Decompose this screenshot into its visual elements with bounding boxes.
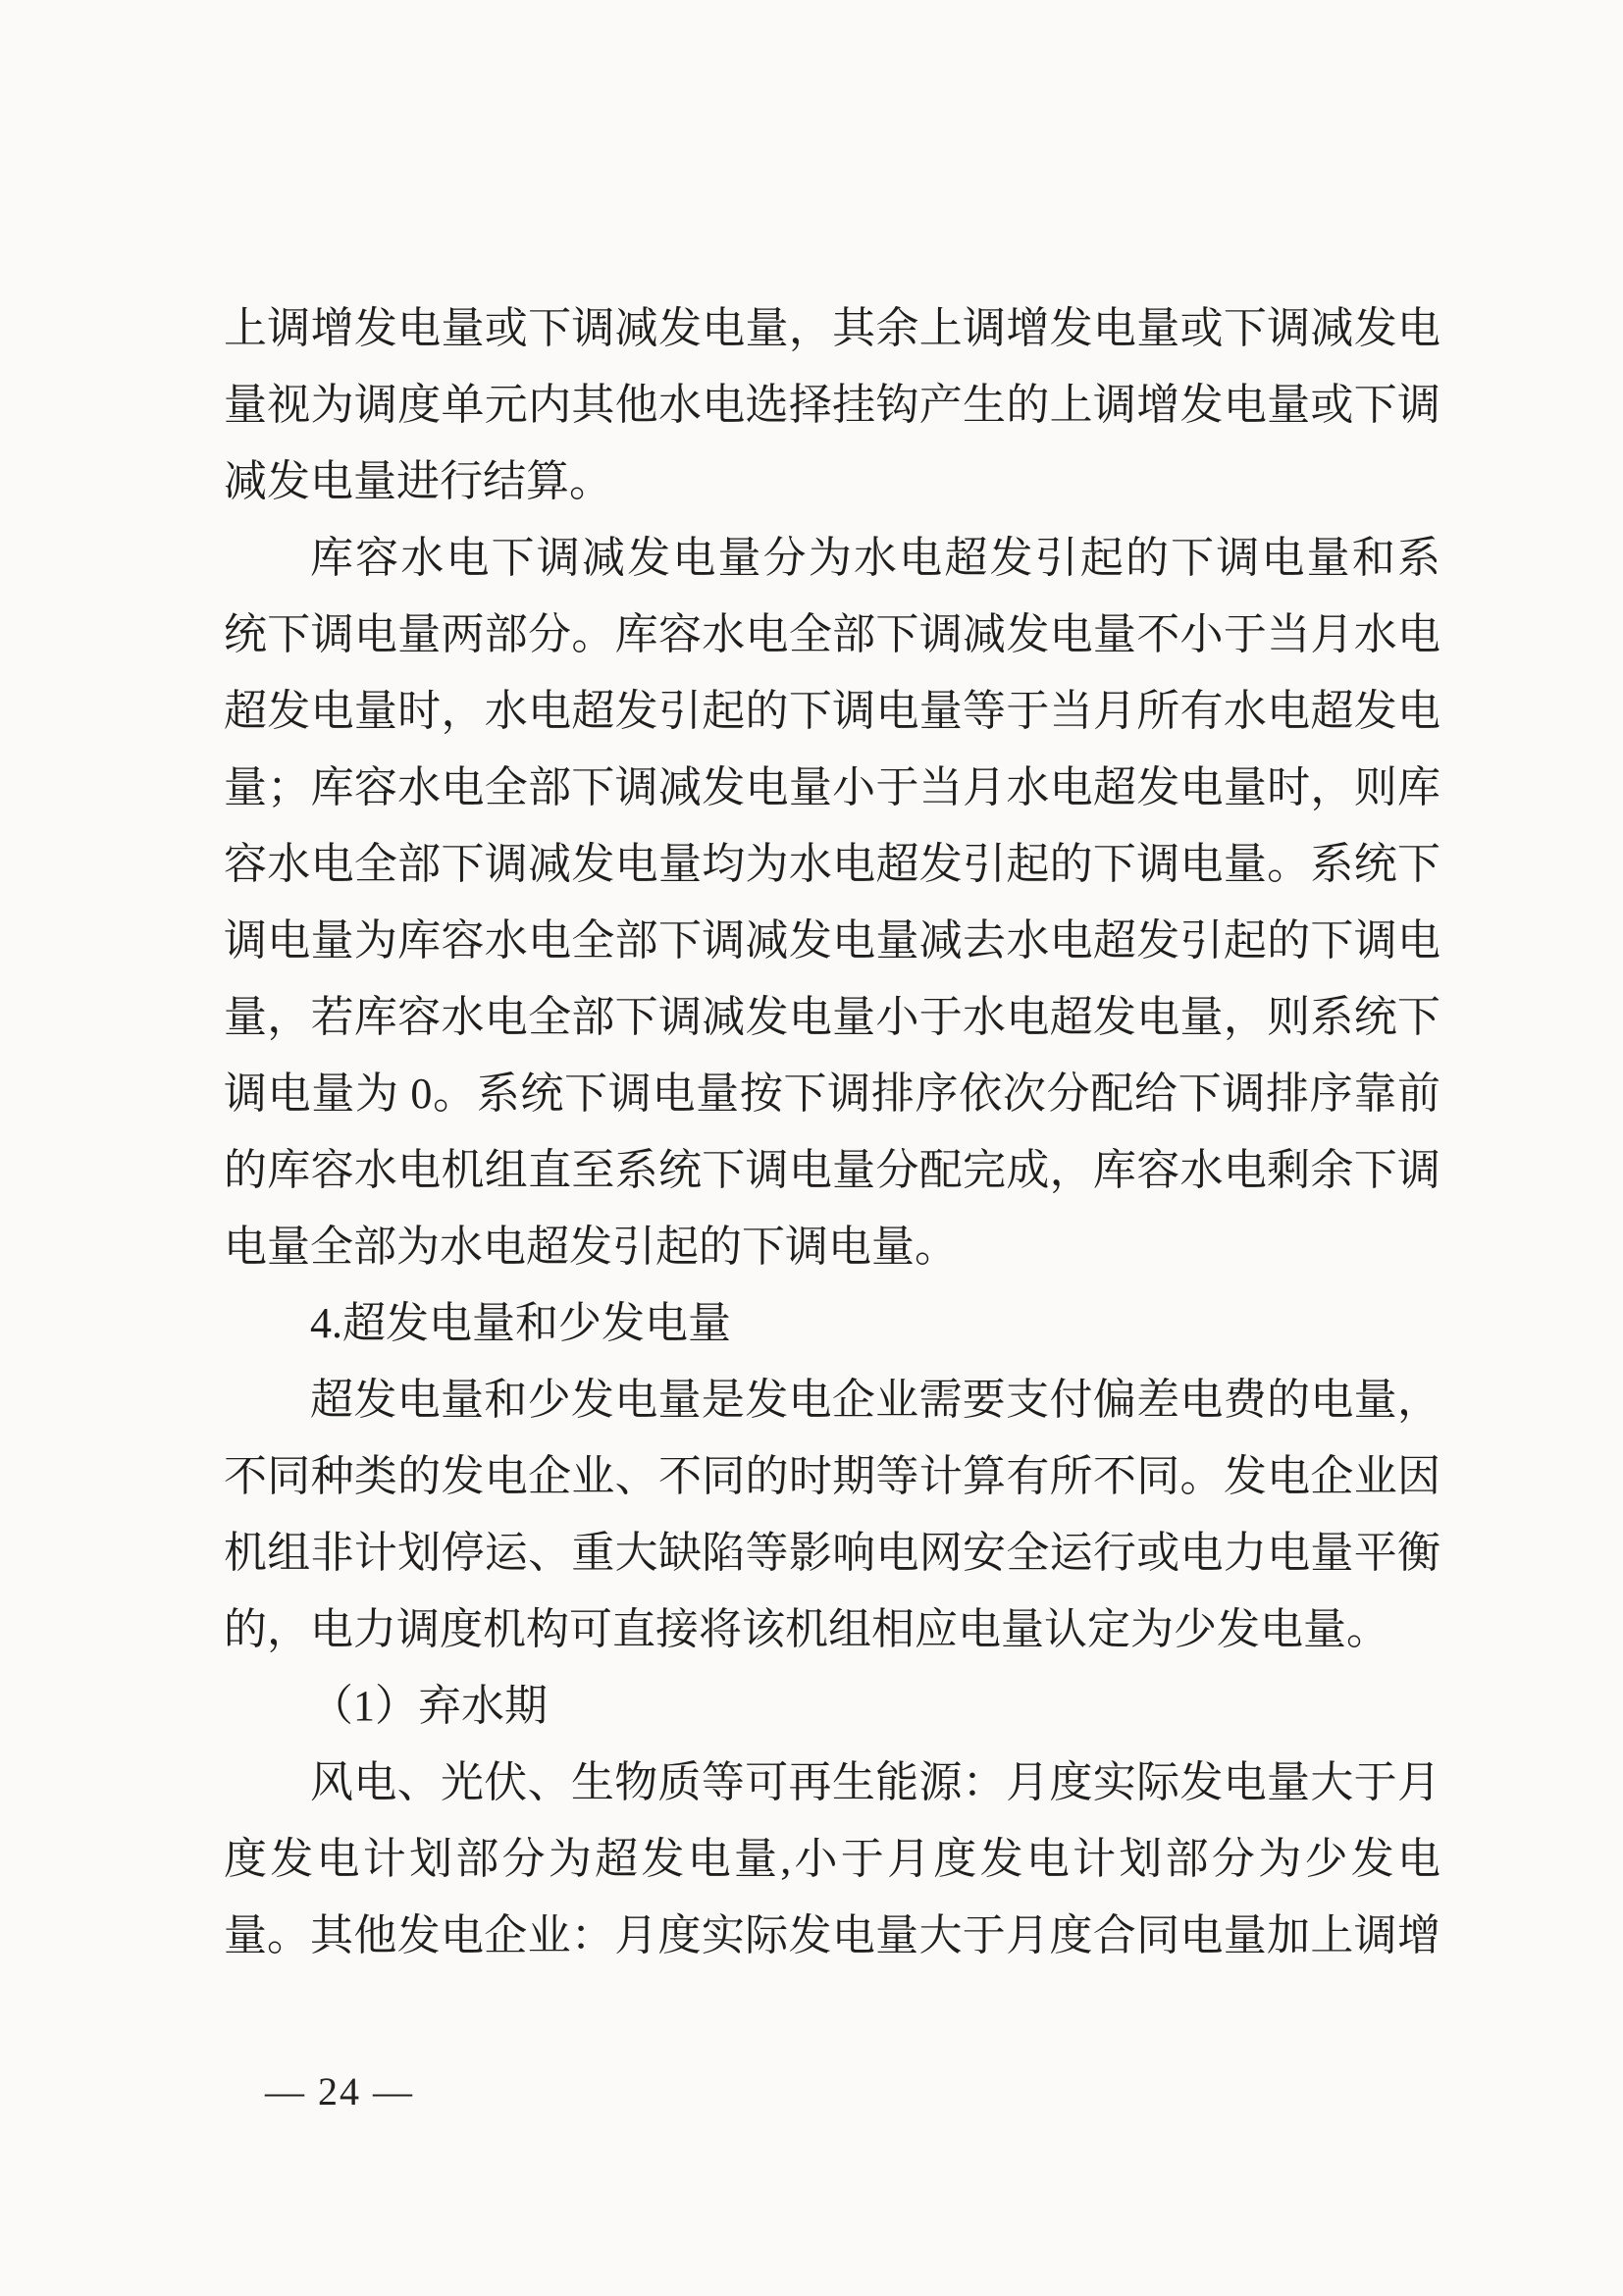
text-line: 调电量为 0。系统下调电量按下调排序依次分配给下调排序靠前 [224,1070,1440,1118]
text-line: 的，电力调度机构可直接将该机组相应电量认定为少发电量。 [224,1605,1389,1653]
text-line: 其他发电企业：月度实际发电量大于月度合同电量加上调增 [310,1911,1440,1959]
text-line: 容水电全部下调减发电量均为水电超发引起的下调电量。系统下 [224,840,1440,888]
text-line: 量视为调度单元内其他水电选择挂钩产生的上调增发电量或下调 [224,381,1440,429]
text-line: 不同种类的发电企业、不同的时期等计算有所不同。发电企业因 [224,1452,1440,1500]
text-line: 量，若库容水电全部下调减发电量小于水电超发电量，则系统下 [224,993,1440,1041]
section-heading: 4.超发电量和少发电量 [310,1299,731,1347]
text-line: 度发电计划部分为超发电量,小于月度发电计划部分为少发电量。 [224,1835,1440,1959]
text-line: 库容水电下调减发电量分为水电超发引起的下调电量和系 [310,534,1440,582]
text-line: 的库容水电机组直至系统下调电量分配完成，库容水电剩余下调 [224,1146,1440,1194]
text-line: 超发电量和少发电量是发电企业需要支付偏差电费的电量， [310,1376,1440,1424]
text-line: 减发电量进行结算。 [224,457,612,505]
text-line: 调电量为库容水电全部下调减发电量减去水电超发引起的下调电 [224,916,1440,965]
text-line: 风电、光伏、生物质等可再生能源：月度实际发电量大于月 [310,1758,1440,1806]
text-line: 机组非计划停运、重大缺陷等影响电网安全运行或电力电量平衡 [224,1529,1440,1577]
subsection-heading: （1）弃水期 [310,1682,548,1730]
text-line: 量；库容水电全部下调减发电量小于当月水电超发电量时，则库 [224,763,1440,811]
page-body-text [224,290,1440,1974]
page-number: — 24 — [265,2069,414,2113]
text-line: 上调增发电量或下调减发电量，其余上调增发电量或下调减发电 [224,304,1440,352]
text-line: 电量全部为水电超发引起的下调电量。 [224,1223,958,1271]
text-line: 超发电量时，水电超发引起的下调电量等于当月所有水电超发电 [224,687,1440,735]
text-line: 统下调电量两部分。库容水电全部下调减发电量不小于当月水电 [224,610,1440,658]
